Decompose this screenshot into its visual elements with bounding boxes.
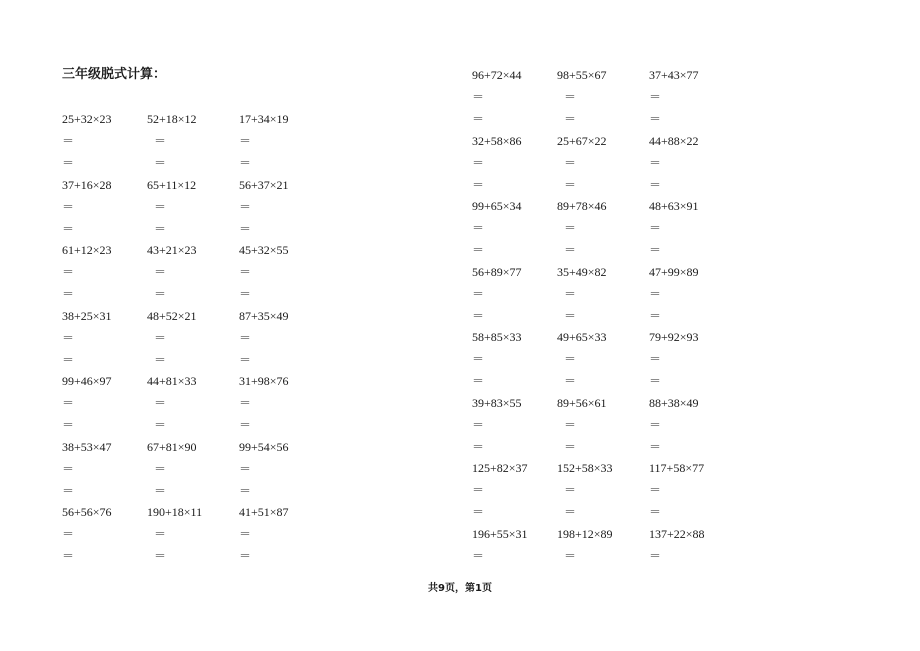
equals-sign: ＝: [564, 90, 577, 104]
page-footer: 共9页，第1页: [428, 583, 492, 594]
expression: 89+78×46: [557, 199, 607, 213]
expression: 89+56×61: [557, 395, 607, 410]
equals-sign: ＝: [649, 374, 662, 388]
expression: 44+81×33: [147, 374, 197, 388]
equals-sign: ＝: [62, 156, 75, 170]
equals-sign: ＝: [564, 417, 577, 432]
equals-sign: ＝: [62, 352, 75, 367]
expression: 38+25×31: [62, 308, 112, 323]
equals-sign: ＝: [154, 221, 167, 236]
expression: 190+18×11: [147, 505, 203, 519]
equals-sign: ＝: [239, 461, 252, 476]
equals-sign: ＝: [239, 221, 252, 236]
expression: 31+98×76: [239, 374, 289, 388]
equals-sign: ＝: [239, 156, 252, 170]
equals-sign: ＝: [239, 549, 252, 563]
expression: 17+34×19: [239, 112, 289, 126]
equals-sign: ＝: [649, 548, 662, 563]
equals-sign: ＝: [154, 199, 167, 214]
equals-sign: ＝: [62, 265, 75, 279]
equals-sign: ＝: [564, 177, 577, 192]
expression: 79+92×93: [649, 330, 699, 344]
equals-sign: ＝: [564, 221, 577, 235]
equals-sign: ＝: [564, 308, 577, 323]
equals-sign: ＝: [649, 352, 662, 366]
equals-sign: ＝: [472, 417, 485, 432]
equals-sign: ＝: [239, 330, 252, 345]
equals-sign: ＝: [62, 221, 75, 236]
equals-sign: ＝: [472, 548, 485, 563]
equals-sign: ＝: [239, 265, 252, 279]
equals-sign: ＝: [649, 439, 662, 454]
equals-sign: ＝: [649, 155, 662, 170]
equals-sign: ＝: [154, 527, 167, 541]
equals-sign: ＝: [62, 549, 75, 563]
expression: 25+67×22: [557, 133, 607, 148]
equals-sign: ＝: [472, 177, 485, 192]
expression: 117+58×77: [649, 461, 705, 475]
expression: 65+11×12: [147, 177, 197, 192]
expression: 25+32×23: [62, 112, 112, 126]
expression: 99+46×97: [62, 374, 112, 388]
expression: 52+18×12: [147, 112, 197, 126]
equals-sign: ＝: [154, 396, 167, 410]
expression: 56+37×21: [239, 177, 289, 192]
equals-sign: ＝: [154, 549, 167, 563]
equals-sign: ＝: [62, 483, 75, 498]
equals-sign: ＝: [239, 287, 252, 301]
equals-sign: ＝: [239, 483, 252, 498]
expression: 88+38×49: [649, 395, 699, 410]
expression: 96+72×44: [472, 68, 522, 82]
equals-sign: ＝: [564, 374, 577, 388]
equals-sign: ＝: [239, 396, 252, 410]
equals-sign: ＝: [472, 155, 485, 170]
equals-sign: ＝: [154, 418, 167, 432]
equals-sign: ＝: [239, 527, 252, 541]
equals-sign: ＝: [239, 418, 252, 432]
equals-sign: ＝: [154, 461, 167, 476]
equals-sign: ＝: [472, 308, 485, 323]
equals-sign: ＝: [62, 134, 75, 148]
expression: 49+65×33: [557, 330, 607, 344]
equals-sign: ＝: [154, 483, 167, 498]
equals-sign: ＝: [62, 527, 75, 541]
equals-sign: ＝: [472, 483, 485, 497]
equals-sign: ＝: [472, 90, 485, 104]
equals-sign: ＝: [649, 90, 662, 104]
equals-sign: ＝: [564, 112, 577, 126]
expression: 58+85×33: [472, 330, 522, 344]
equals-sign: ＝: [62, 199, 75, 214]
expression: 98+55×67: [557, 68, 607, 82]
worksheet-title: 三年级脱式计算：: [62, 67, 167, 82]
equals-sign: ＝: [472, 286, 485, 301]
equals-sign: ＝: [472, 374, 485, 388]
expression: 41+51×87: [239, 505, 289, 519]
expression: 56+89×77: [472, 264, 522, 279]
equals-sign: ＝: [472, 439, 485, 454]
expression: 35+49×82: [557, 264, 607, 279]
equals-sign: ＝: [472, 505, 485, 519]
expression: 99+65×34: [472, 199, 522, 213]
expression: 39+83×55: [472, 395, 522, 410]
expression: 152+58×33: [557, 461, 613, 475]
equals-sign: ＝: [154, 352, 167, 367]
equals-sign: ＝: [564, 548, 577, 563]
expression: 99+54×56: [239, 439, 289, 454]
equals-sign: ＝: [649, 243, 662, 257]
expression: 37+43×77: [649, 68, 699, 82]
expression: 44+88×22: [649, 133, 699, 148]
expression: 56+56×76: [62, 505, 112, 519]
equals-sign: ＝: [649, 483, 662, 497]
expression: 37+16×28: [62, 177, 112, 192]
equals-sign: ＝: [564, 286, 577, 301]
equals-sign: ＝: [154, 134, 167, 148]
equals-sign: ＝: [62, 396, 75, 410]
equals-sign: ＝: [649, 112, 662, 126]
equals-sign: ＝: [472, 352, 485, 366]
expression: 137+22×88: [649, 526, 705, 541]
expression: 125+82×37: [472, 461, 528, 475]
equals-sign: ＝: [564, 439, 577, 454]
equals-sign: ＝: [154, 265, 167, 279]
expression: 61+12×23: [62, 243, 112, 257]
equals-sign: ＝: [649, 308, 662, 323]
expression: 32+58×86: [472, 133, 522, 148]
equals-sign: ＝: [564, 352, 577, 366]
equals-sign: ＝: [564, 505, 577, 519]
expression: 43+21×23: [147, 243, 197, 257]
equals-sign: ＝: [472, 221, 485, 235]
expression: 67+81×90: [147, 439, 197, 454]
equals-sign: ＝: [649, 505, 662, 519]
equals-sign: ＝: [472, 243, 485, 257]
equals-sign: ＝: [239, 199, 252, 214]
equals-sign: ＝: [564, 243, 577, 257]
equals-sign: ＝: [62, 330, 75, 345]
expression: 48+52×21: [147, 308, 197, 323]
equals-sign: ＝: [62, 461, 75, 476]
equals-sign: ＝: [62, 287, 75, 301]
expression: 45+32×55: [239, 243, 289, 257]
expression: 196+55×31: [472, 526, 528, 541]
equals-sign: ＝: [564, 155, 577, 170]
equals-sign: ＝: [239, 134, 252, 148]
equals-sign: ＝: [154, 330, 167, 345]
expression: 198+12×89: [557, 526, 613, 541]
expression: 38+53×47: [62, 439, 112, 454]
expression: 47+99×89: [649, 264, 699, 279]
equals-sign: ＝: [154, 156, 167, 170]
equals-sign: ＝: [239, 352, 252, 367]
equals-sign: ＝: [62, 418, 75, 432]
equals-sign: ＝: [649, 177, 662, 192]
expression: 48+63×91: [649, 199, 699, 213]
equals-sign: ＝: [649, 221, 662, 235]
equals-sign: ＝: [154, 287, 167, 301]
equals-sign: ＝: [649, 417, 662, 432]
equals-sign: ＝: [472, 112, 485, 126]
expression: 87+35×49: [239, 308, 289, 323]
equals-sign: ＝: [564, 483, 577, 497]
equals-sign: ＝: [649, 286, 662, 301]
